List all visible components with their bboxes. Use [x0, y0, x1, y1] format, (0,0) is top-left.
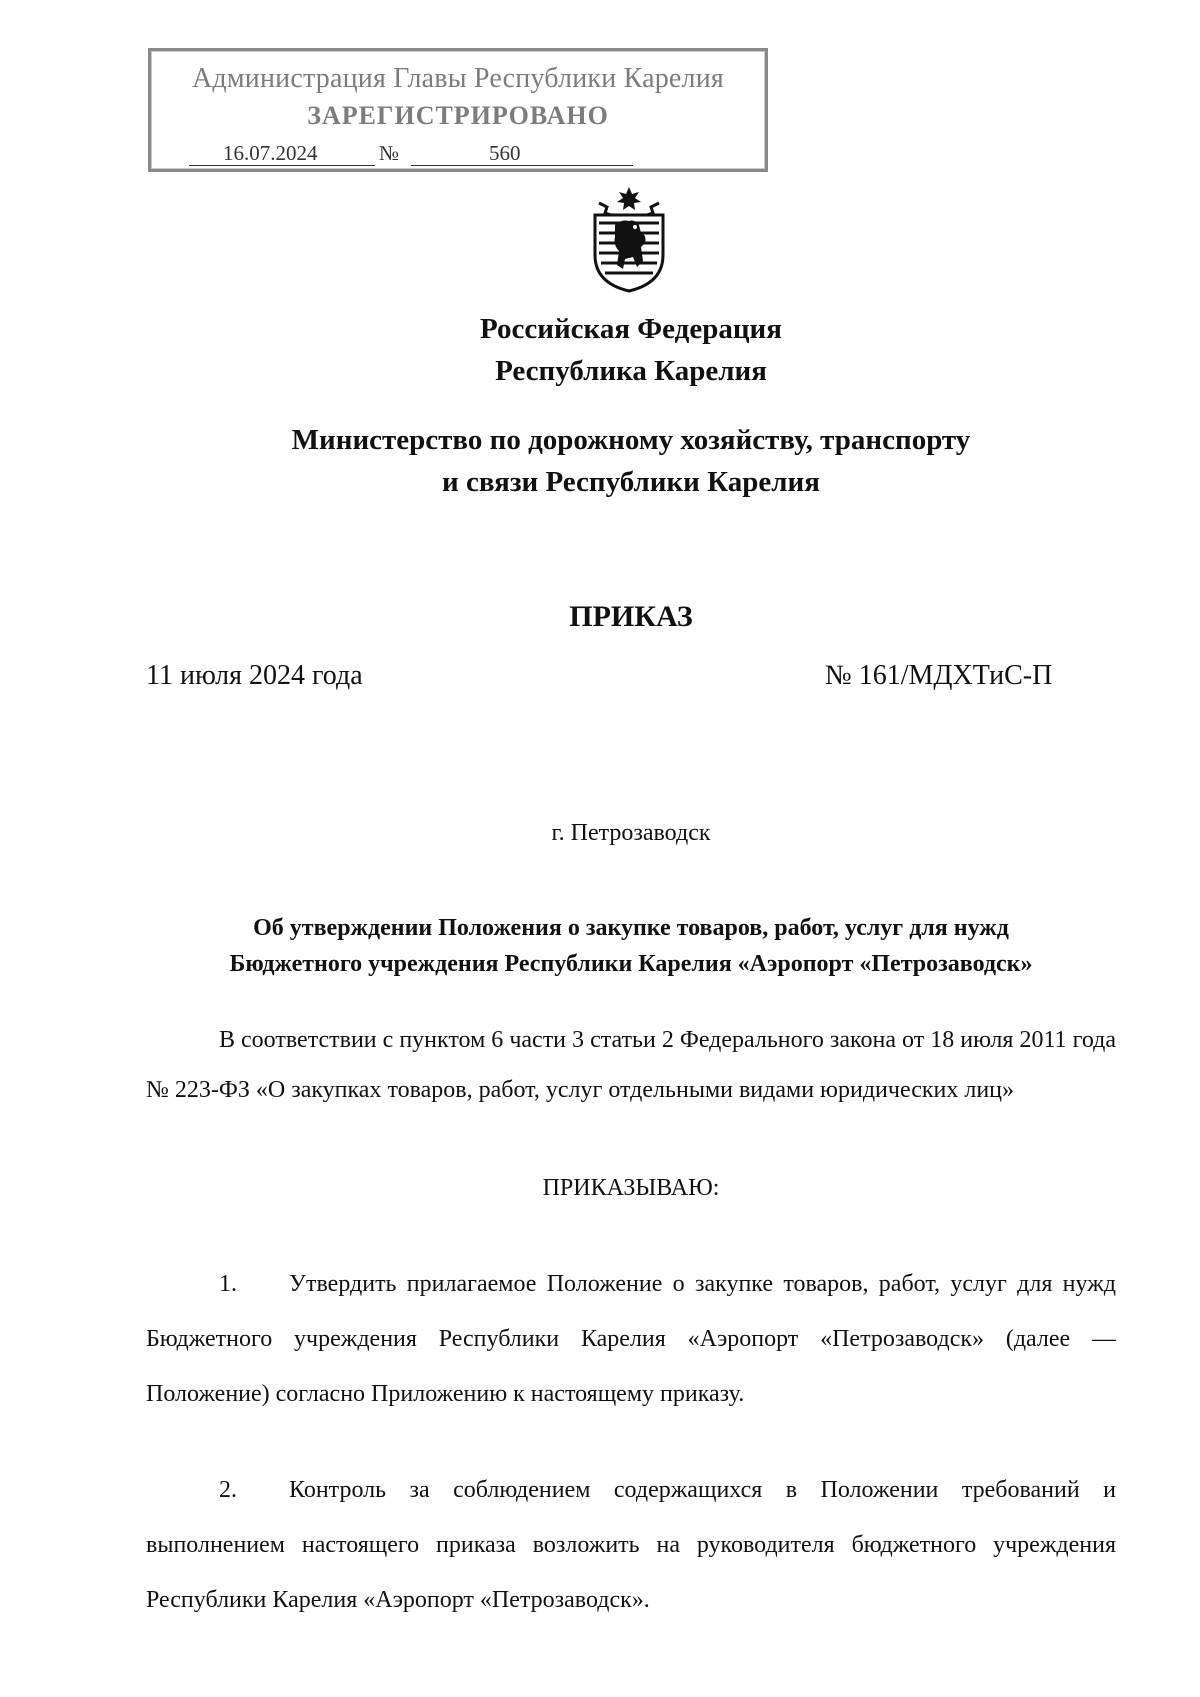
item-number: 1.: [219, 1271, 237, 1297]
directive: ПРИКАЗЫВАЮ:: [542, 1175, 720, 1201]
ministry-title-line2: и связи Республики Карелия: [442, 466, 820, 498]
stamp-number-sign: №: [379, 141, 400, 165]
order-subject: [146, 910, 1116, 982]
stamp-date: 16.07.2024: [223, 141, 318, 165]
preamble-text: В соответствии с пунктом 6 части 3 статьи 2 Федерального закона от 18 июля 2011 года № 223-ФЗ «О закупках товаров, работ, услуг отдельными видами юридических лиц»: [146, 1027, 1116, 1103]
preamble-paragraph: [146, 1015, 1116, 1115]
subject-line2: Бюджетного учреждения Республики Карелия «Аэропорт «Петрозаводск»: [229, 951, 1033, 977]
stamp-status: ЗАРЕГИСТРИРОВАНО: [307, 101, 609, 130]
subject-line1: Об утверждении Положения о закупке товаров, работ, услуг для нужд: [253, 915, 1009, 941]
registration-stamp: [148, 48, 768, 172]
ministry-title-line1: Министерство по дорожному хозяйству, транспорту: [291, 424, 971, 456]
karelia-coat-of-arms-icon: [585, 185, 673, 293]
stamp-organization: Администрация Главы Республики Карелия: [192, 63, 724, 94]
order-item: [146, 1463, 1116, 1628]
region-title: Республика Карелия: [495, 355, 767, 387]
stamp-registration-line: [189, 141, 749, 171]
document-type: ПРИКАЗ: [569, 600, 693, 633]
item-number: 2.: [219, 1477, 237, 1503]
item-text: Утвердить прилагаемое Положение о закупке товаров, работ, услуг для нужд Бюджетного учреждения Республики Карелия «Аэропорт «Петрозаводск» (далее — Положение) согласно Приложению к настоящему приказу.: [146, 1271, 1116, 1407]
stamp-number-underline: [411, 165, 633, 166]
item-text: Контроль за соблюдением содержащихся в Положении требований и выполнением настоящего приказа возложить на руководителя бюджетного учреждения Республики Карелия «Аэропорт «Петрозаводск».: [146, 1477, 1116, 1613]
country-title: Российская Федерация: [480, 313, 782, 345]
stamp-reg-number: 560: [489, 141, 521, 165]
city: г. Петрозаводск: [551, 820, 711, 846]
order-item: [146, 1257, 1116, 1422]
order-date: 11 июля 2024 года: [146, 660, 363, 691]
order-number: № 161/МДХТиС-П: [825, 660, 1053, 691]
